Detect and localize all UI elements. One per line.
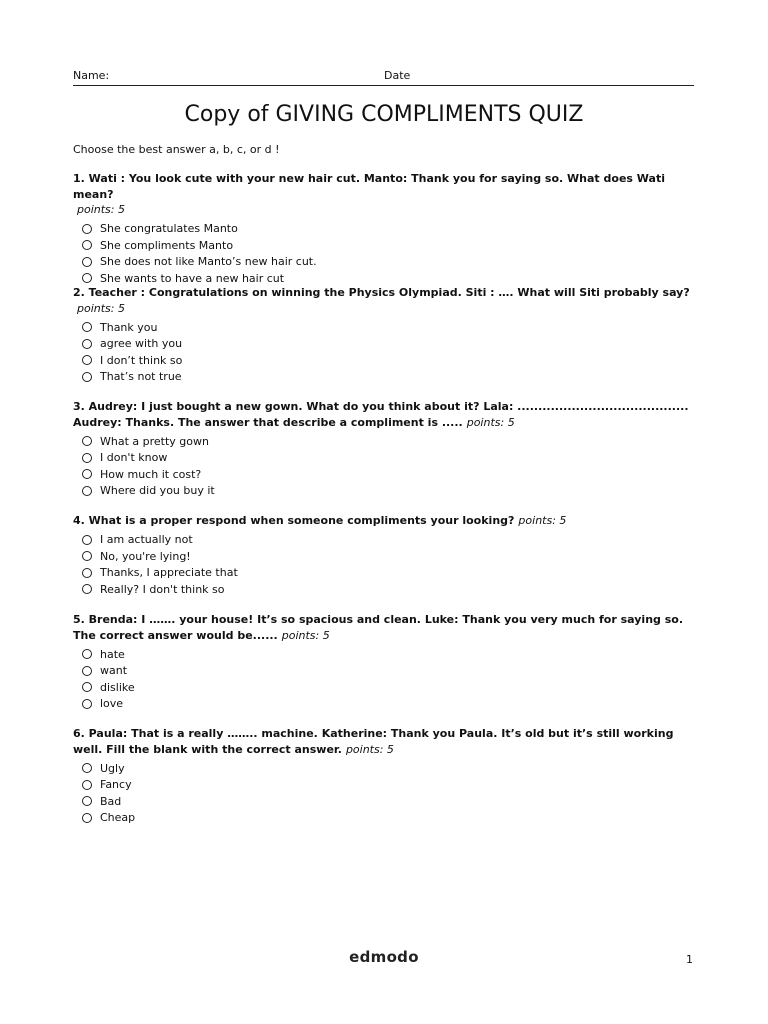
option-label: want bbox=[100, 664, 128, 677]
question-5-points: points: 5 bbox=[281, 628, 330, 642]
question-1 bbox=[73, 171, 698, 287]
option-label: dislike bbox=[100, 680, 135, 694]
option-label: That’s not true bbox=[100, 370, 182, 383]
answer-option[interactable] bbox=[82, 369, 698, 386]
answer-option[interactable] bbox=[82, 450, 698, 467]
answer-option[interactable] bbox=[82, 352, 698, 369]
answer-option[interactable] bbox=[82, 221, 698, 238]
answer-option[interactable] bbox=[82, 565, 698, 582]
answer-option[interactable] bbox=[82, 237, 698, 254]
answer-option[interactable] bbox=[82, 581, 698, 598]
option-label: hate bbox=[100, 647, 125, 661]
question-2-text: 2. Teacher : Congratulations on winning the Physics Olympiad. Siti : …. What will Siti probably say? bbox=[73, 286, 690, 299]
question-1-text: 1. Wati : You look cute with your new hair cut. Manto: Thank you for saying so. What does Wati mean? bbox=[73, 172, 665, 201]
option-label: Where did you buy it bbox=[100, 484, 215, 497]
question-1-points: points: 5 bbox=[77, 203, 125, 216]
option-label: She does not like Manto’s new hair cut. bbox=[100, 255, 317, 268]
name-label: Name: bbox=[73, 69, 110, 82]
radio-circle-icon[interactable] bbox=[82, 551, 92, 561]
question-4 bbox=[73, 513, 698, 598]
option-label: agree with you bbox=[100, 337, 183, 350]
answer-option[interactable] bbox=[82, 532, 698, 549]
question-3 bbox=[73, 399, 698, 499]
radio-circle-icon[interactable] bbox=[82, 339, 92, 349]
date-label: Date bbox=[384, 69, 411, 82]
answer-option[interactable] bbox=[82, 760, 698, 777]
answer-option[interactable] bbox=[82, 433, 698, 450]
answer-option[interactable] bbox=[82, 696, 698, 713]
answer-options bbox=[82, 760, 698, 826]
option-label: What a pretty gown bbox=[100, 434, 209, 448]
answer-option[interactable] bbox=[82, 336, 698, 353]
radio-circle-icon[interactable] bbox=[82, 355, 92, 365]
radio-circle-icon[interactable] bbox=[82, 813, 92, 823]
radio-circle-icon[interactable] bbox=[82, 682, 92, 692]
question-text bbox=[73, 171, 698, 202]
question-5-text: 5. Brenda: I ……. your house! It’s so spacious and clean. Luke: Thank you very much for saying so. The correct answer would be...... bbox=[73, 613, 684, 642]
answer-options bbox=[82, 433, 698, 499]
answer-options bbox=[82, 532, 698, 598]
option-label: She congratulates Manto bbox=[100, 222, 238, 235]
radio-circle-icon[interactable] bbox=[82, 666, 92, 676]
radio-circle-icon[interactable] bbox=[82, 699, 92, 709]
answer-option[interactable] bbox=[82, 793, 698, 810]
question-text bbox=[73, 285, 698, 301]
question-6-text: 6. Paula: That is a really …….. machine. Katherine: Thank you Paula. It’s old but it’s still working well. Fill the blank with the correct answer. bbox=[73, 727, 674, 756]
question-2 bbox=[73, 285, 698, 385]
edmodo-logo: edmodo bbox=[349, 948, 419, 966]
answer-option[interactable] bbox=[82, 548, 698, 565]
option-label: Cheap bbox=[100, 811, 136, 824]
option-label: Really? I don't think so bbox=[100, 582, 225, 596]
radio-circle-icon[interactable] bbox=[82, 568, 92, 578]
answer-option[interactable] bbox=[82, 663, 698, 680]
option-label: love bbox=[100, 697, 124, 710]
option-label: No, you're lying! bbox=[100, 549, 191, 563]
radio-circle-icon[interactable] bbox=[82, 257, 92, 267]
option-label: I don’t think so bbox=[100, 353, 183, 367]
question-text bbox=[73, 612, 698, 643]
radio-circle-icon[interactable] bbox=[82, 322, 92, 332]
radio-circle-icon[interactable] bbox=[82, 240, 92, 250]
option-label: Fancy bbox=[100, 778, 132, 791]
instructions: Choose the best answer a, b, c, or d ! bbox=[73, 143, 280, 156]
radio-circle-icon[interactable] bbox=[82, 763, 92, 773]
answer-option[interactable] bbox=[82, 679, 698, 696]
radio-circle-icon[interactable] bbox=[82, 649, 92, 659]
question-4-points: points: 5 bbox=[518, 514, 567, 527]
option-label: She compliments Manto bbox=[100, 238, 234, 252]
answer-option[interactable] bbox=[82, 646, 698, 663]
radio-circle-icon[interactable] bbox=[82, 436, 92, 446]
option-label: She wants to have a new hair cut bbox=[100, 271, 285, 285]
option-label: Thank you bbox=[100, 320, 158, 334]
question-text bbox=[73, 399, 698, 430]
option-label: Ugly bbox=[100, 761, 125, 775]
answer-option[interactable] bbox=[82, 254, 698, 271]
option-label: Bad bbox=[100, 794, 122, 808]
page-number: 1 bbox=[686, 953, 693, 966]
question-2-points: points: 5 bbox=[77, 301, 125, 315]
answer-option[interactable] bbox=[82, 810, 698, 827]
radio-circle-icon[interactable] bbox=[82, 486, 92, 496]
radio-circle-icon[interactable] bbox=[82, 453, 92, 463]
answer-option[interactable] bbox=[82, 483, 698, 500]
answer-option[interactable] bbox=[82, 466, 698, 483]
question-5 bbox=[73, 612, 698, 712]
answer-options bbox=[82, 646, 698, 712]
radio-circle-icon[interactable] bbox=[82, 584, 92, 594]
option-label: Thanks, I appreciate that bbox=[100, 566, 238, 579]
option-label: How much it cost? bbox=[100, 467, 202, 481]
radio-circle-icon[interactable] bbox=[82, 372, 92, 382]
question-text bbox=[73, 726, 698, 757]
radio-circle-icon[interactable] bbox=[82, 469, 92, 479]
answer-option[interactable] bbox=[82, 777, 698, 794]
answer-options bbox=[82, 319, 698, 385]
radio-circle-icon[interactable] bbox=[82, 535, 92, 545]
option-label: I don't know bbox=[100, 451, 168, 464]
radio-circle-icon[interactable] bbox=[82, 273, 92, 283]
question-text bbox=[73, 513, 698, 529]
header-row bbox=[73, 68, 694, 86]
answer-option[interactable] bbox=[82, 319, 698, 336]
radio-circle-icon[interactable] bbox=[82, 796, 92, 806]
question-4-text: 4. What is a proper respond when someone compliments your looking? bbox=[73, 514, 515, 527]
page-title: Copy of GIVING COMPLIMENTS QUIZ bbox=[184, 102, 584, 127]
radio-circle-icon[interactable] bbox=[82, 780, 92, 790]
radio-circle-icon[interactable] bbox=[82, 224, 92, 234]
question-3-text: 3. Audrey: I just bought a new gown. What do you think about it? Lala: ......................................... Audrey: Thanks. The answer that describe a compliment is ..... bbox=[73, 400, 689, 429]
option-label: I am actually not bbox=[100, 533, 193, 546]
question-6-points: points: 5 bbox=[345, 742, 394, 756]
answer-options bbox=[82, 221, 698, 287]
question-6 bbox=[73, 726, 698, 826]
question-3-points: points: 5 bbox=[466, 415, 515, 429]
